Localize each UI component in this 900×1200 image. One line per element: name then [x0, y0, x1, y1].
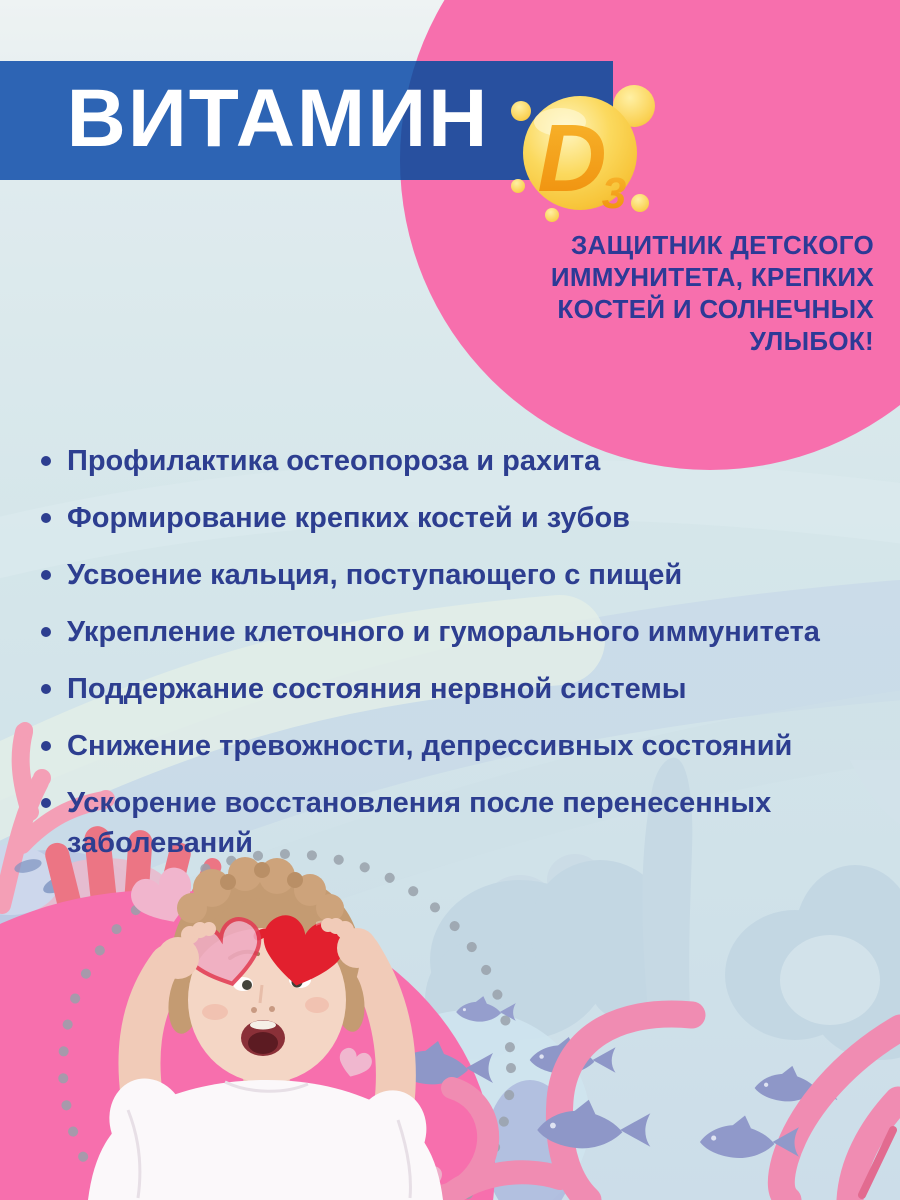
page-title: ВИТАМИН: [66, 73, 490, 164]
hero-line: ЗАЩИТНИК ДЕТСКОГО: [570, 230, 874, 260]
badge-subscript: 3: [601, 169, 627, 218]
benefit-text: Профилактика остеопороза и рахита: [67, 445, 601, 477]
hero-line: КОСТЕЙ И СОЛНЕЧНЫХ: [557, 294, 874, 324]
benefit-text: Усвоение кальция, поступающего с пищей: [67, 559, 683, 591]
badge-letter: D: [537, 105, 607, 212]
girl-mouth-open: [241, 1020, 285, 1056]
benefit-text: Ускорение восстановления после перенесенных заболеваний: [67, 787, 772, 859]
benefit-text: Формирование крепких костей и зубов: [67, 502, 630, 534]
benefit-text: Укрепление клеточного и гуморального иммунитета: [67, 616, 820, 648]
benefit-text: Снижение тревожности, депрессивных состояний: [67, 730, 793, 762]
hero-line: ИММУНИТЕТА, КРЕПКИХ: [550, 262, 874, 292]
benefit-text: Поддержание состояния нервной системы: [67, 673, 687, 705]
hero-line: УЛЫБОК!: [749, 326, 874, 356]
